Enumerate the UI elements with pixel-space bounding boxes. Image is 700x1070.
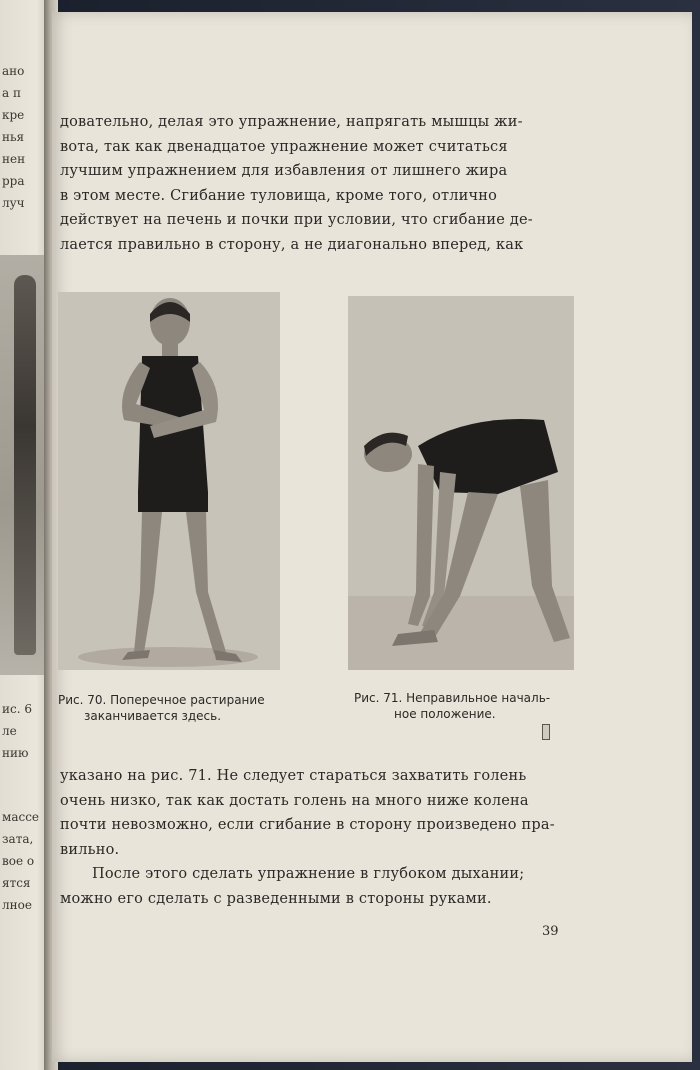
paragraph-final: [60, 862, 580, 911]
book-page: [52, 12, 692, 1062]
text-line: довательно, делая это упражнение, напрягать мышцы жи-: [60, 114, 523, 130]
left-page-text-fragment: а п: [2, 86, 21, 100]
previous-page-photo: [0, 255, 44, 675]
text-line: действует на печень и почки при условии, что сгибание де-: [60, 212, 533, 228]
left-page-text-fragment: ле: [2, 724, 17, 738]
left-page-text-fragment: луч: [2, 196, 25, 210]
page-number: 39: [542, 924, 559, 939]
figure-71-photo: [348, 296, 574, 670]
left-page-text-fragment: лное: [2, 898, 32, 912]
standing-woman-illustration: [58, 292, 280, 670]
caption-line: Рис. 70. Поперечное растирание: [58, 693, 265, 707]
paragraph-main: [60, 764, 580, 862]
text-line: После этого сделать упражнение в глубоком дыхании;: [92, 866, 525, 882]
left-page-text-fragment: нию: [2, 746, 29, 760]
text-line: лучшим упражнением для избавления от лишнего жира: [60, 163, 508, 179]
previous-page-figure: [14, 275, 36, 655]
text-line: почти невозможно, если сгибание в сторону произведено пра-: [60, 817, 555, 833]
left-page-text-fragment: вое о: [2, 854, 35, 868]
left-page-text-fragment: рра: [2, 174, 25, 188]
text-line: вильно.: [60, 841, 120, 858]
print-mark: [542, 724, 550, 740]
left-page-text-fragment: зата,: [2, 832, 34, 846]
left-page-text-fragment: ано: [2, 64, 25, 78]
caption-line: заканчивается здесь.: [84, 709, 222, 723]
bending-woman-illustration: [348, 296, 574, 670]
figure-70-caption: [58, 692, 298, 724]
text-line: в этом месте. Сгибание туловища, кроме того, отлично: [60, 187, 498, 204]
caption-line: ное положение.: [394, 707, 496, 721]
figure-71-caption: [354, 690, 594, 722]
text-line: очень низко, так как достать голень на много ниже колена: [60, 792, 529, 809]
caption-line: Рис. 71. Неправильное началь-: [354, 691, 551, 705]
left-page-text-fragment: нен: [2, 152, 26, 166]
left-page-text-fragment: ятся: [2, 876, 31, 890]
left-page-text-fragment: массе: [2, 810, 40, 824]
text-line: лается правильно в сторону, а не диагонально вперед, как: [60, 236, 524, 253]
paragraph-continued: [60, 110, 580, 257]
left-page-text-fragment: ис. 6: [2, 702, 32, 716]
text-line: вота, так как двенадцатое упражнение может считаться: [60, 138, 508, 155]
figure-70-photo: [58, 292, 280, 670]
left-page-text-fragment: нья: [2, 130, 25, 144]
text-line: можно его сделать с разведенными в стороны руками.: [60, 890, 492, 907]
text-line: указано на рис. 71. Не следует стараться захватить голень: [60, 768, 527, 784]
left-page-text-fragment: кре: [2, 108, 25, 122]
